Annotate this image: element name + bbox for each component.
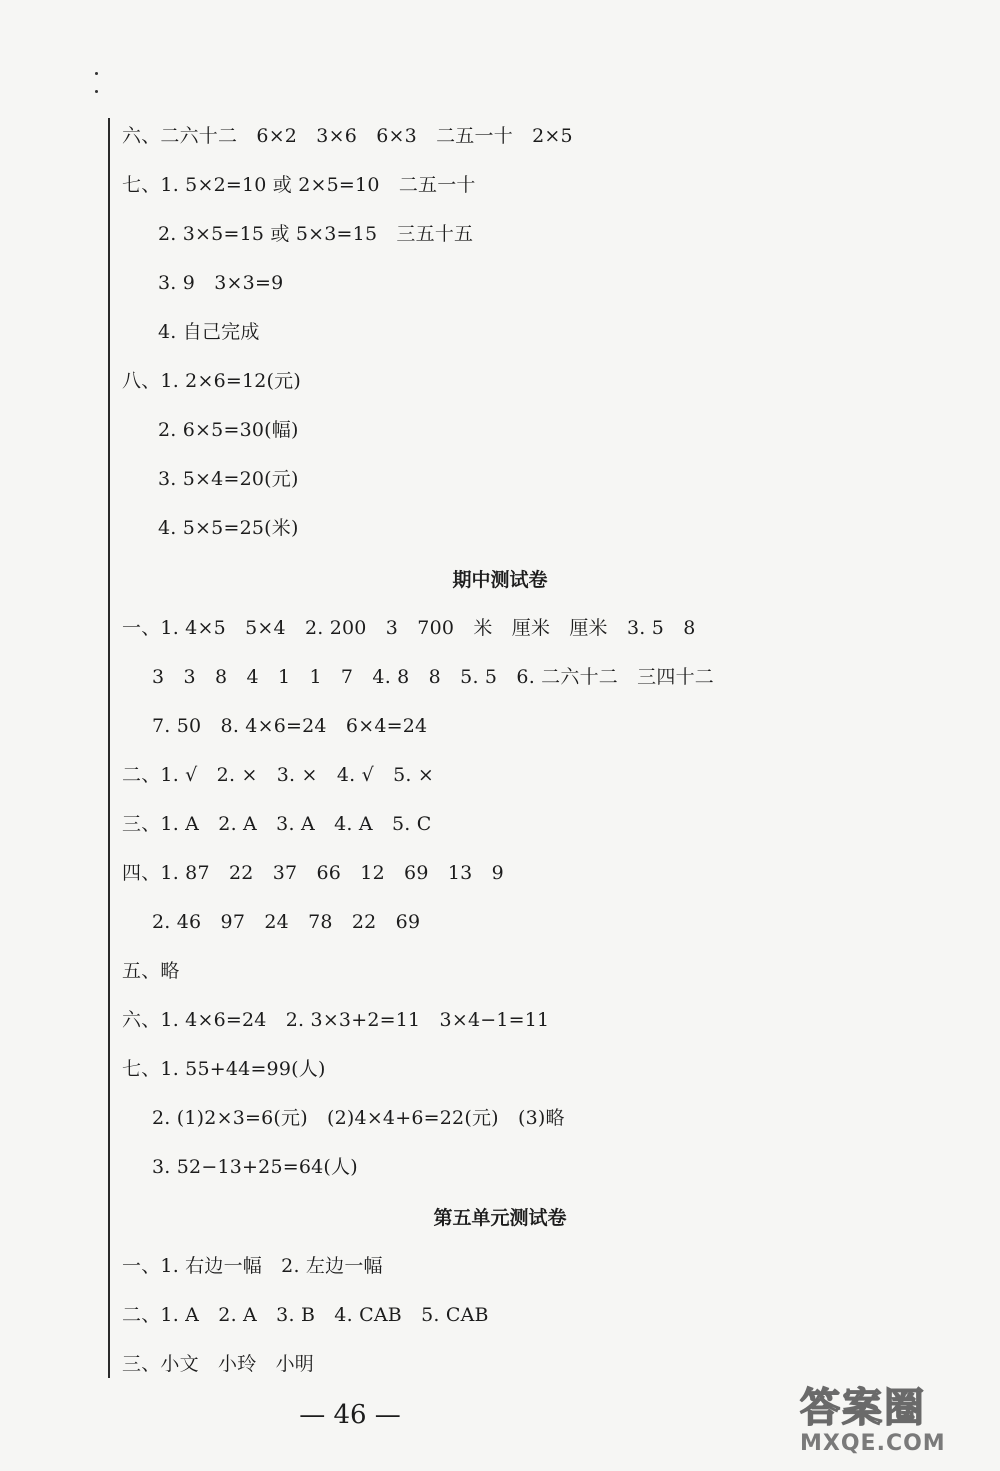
page-number: — 46 —: [299, 1400, 401, 1430]
watermark-logo: [800, 1385, 990, 1465]
answer-line: 2. 3×5=15 或 5×3=15 三五十五: [158, 223, 474, 245]
answer-line: 2. 46 97 24 78 22 69: [152, 911, 421, 933]
section-heading-unit5: 第五单元测试卷: [433, 1207, 567, 1229]
answer-line: 六、1. 4×6=24 2. 3×3+2=11 3×4−1=11: [122, 1009, 550, 1031]
margin-rule: [108, 118, 110, 1378]
answer-line: 3 3 8 4 1 1 7 4. 8 8 5. 5 6. 二六十二 三四十二: [152, 666, 714, 688]
watermark-logo-text: 答案圈: [800, 1385, 926, 1431]
answer-line: 六、二六十二 6×2 3×6 6×3 二五一十 2×5: [122, 125, 573, 147]
answer-line: 一、1. 右边一幅 2. 左边一幅: [122, 1255, 383, 1277]
answer-line: 三、1. A 2. A 3. A 4. A 5. C: [122, 813, 432, 835]
binding-dot: [95, 90, 98, 93]
answer-line: 3. 9 3×3=9: [158, 272, 284, 294]
answer-line: 七、1. 55+44=99(人): [122, 1058, 326, 1080]
answer-line: 2. (1)2×3=6(元) (2)4×4+6=22(元) (3)略: [152, 1107, 565, 1129]
answer-line: 七、1. 5×2=10 或 2×5=10 二五一十: [122, 174, 476, 196]
answer-line: 4. 自己完成: [158, 321, 260, 343]
answer-line: 三、小文 小玲 小明: [122, 1353, 315, 1375]
answer-line: 八、1. 2×6=12(元): [122, 370, 301, 392]
answer-line: 二、1. A 2. A 3. B 4. CAB 5. CAB: [122, 1304, 489, 1326]
binding-dot: [95, 72, 98, 75]
answer-line: 2. 6×5=30(幅): [158, 419, 299, 441]
answer-line: 3. 5×4=20(元): [158, 468, 299, 490]
section-heading-midterm: 期中测试卷: [452, 569, 548, 591]
answer-line: 四、1. 87 22 37 66 12 69 13 9: [122, 862, 504, 884]
watermark-url: MXQE.COM: [800, 1431, 946, 1456]
answer-line: 一、1. 4×5 5×4 2. 200 3 700 米 厘米 厘米 3. 5 8: [122, 617, 696, 639]
answer-line: 二、1. √ 2. × 3. × 4. √ 5. ×: [122, 764, 435, 786]
answer-line: 五、略: [122, 960, 180, 982]
answer-line: 3. 52−13+25=64(人): [152, 1156, 358, 1178]
answer-line: 7. 50 8. 4×6=24 6×4=24: [152, 715, 428, 737]
answer-line: 4. 5×5=25(米): [158, 517, 299, 539]
